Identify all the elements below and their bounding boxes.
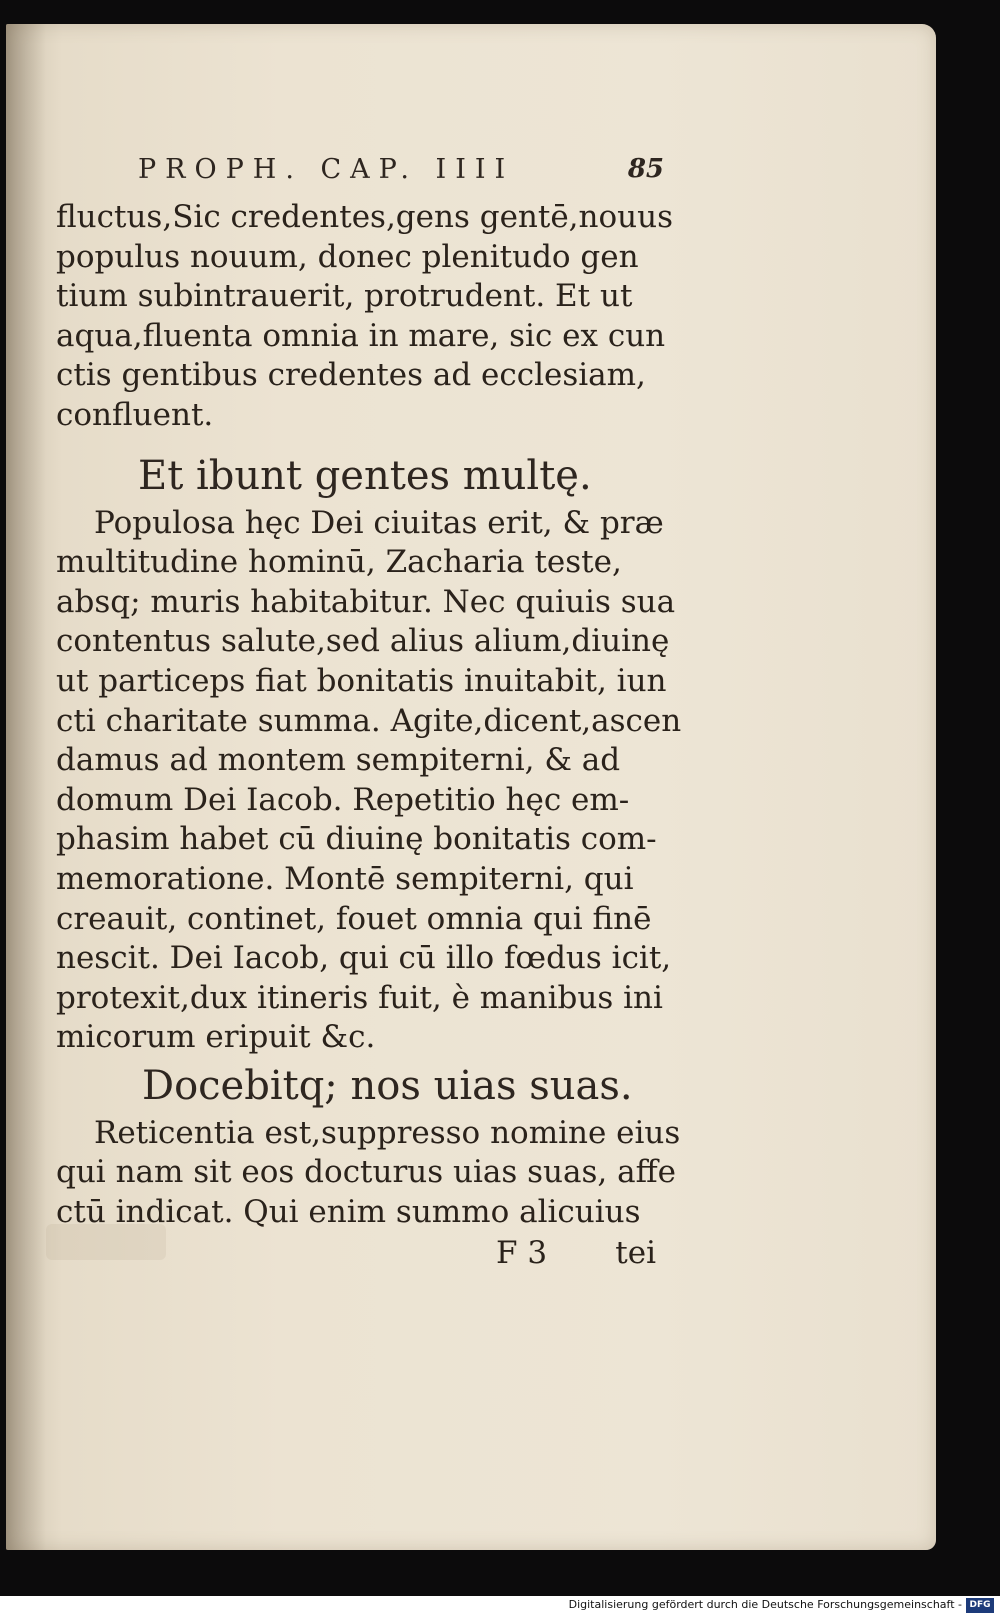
text-line: nescit. Dei Iacob, qui cū illo fœdus icit, bbox=[56, 940, 672, 977]
text-line: domum Dei Iacob. Repetitio hęc em- bbox=[56, 781, 630, 818]
footer-bar bbox=[0, 1596, 1000, 1616]
section-heading-1: Et ibunt gentes multę. bbox=[138, 452, 592, 499]
text-line: ut particeps fiat bonitatis inuitabit, iun bbox=[56, 662, 667, 699]
text-line: aqua,fluenta omnia in mare, sic ex cun bbox=[56, 317, 666, 354]
text-line: micorum eripuit &c. bbox=[56, 1019, 376, 1056]
section-heading-2: Docebitq; nos uias suas. bbox=[142, 1062, 633, 1109]
paragraph-2 bbox=[56, 504, 682, 1058]
funding-credit: Digitalisierung gefördert durch die Deutsche Forschungsgemeinschaft - bbox=[568, 1598, 962, 1611]
text-line: contentus salute,sed alius alium,diuinę bbox=[56, 623, 670, 660]
book-page bbox=[6, 24, 936, 1550]
text-line: Reticentia est,suppresso nomine eius bbox=[94, 1114, 681, 1151]
page-number: 85 bbox=[627, 154, 664, 184]
text-line: absq; muris habitabitur. Nec quiuis sua bbox=[56, 583, 676, 620]
text-line: confluent. bbox=[56, 396, 214, 433]
text-line: creauit, continet, fouet omnia qui finē bbox=[56, 900, 652, 937]
text-block bbox=[56, 142, 682, 1273]
text-line: tium subintrauerit, protrudent. Et ut bbox=[56, 278, 633, 315]
text-line: damus ad montem sempiterni, & ad bbox=[56, 742, 621, 779]
paragraph-3 bbox=[56, 1114, 681, 1233]
text-line: cti charitate summa. Agite,dicent,ascen bbox=[56, 702, 682, 739]
text-line: Populosa hęc Dei ciuitas erit, & præ bbox=[94, 504, 664, 541]
signature-mark: F 3 bbox=[496, 1234, 548, 1271]
text-line: ctū indicat. Qui enim summo alicuius bbox=[56, 1194, 641, 1231]
catch-line bbox=[56, 1233, 656, 1273]
paragraph-1 bbox=[56, 198, 674, 436]
text-line: qui nam sit eos docturus uias suas, affe bbox=[56, 1154, 676, 1191]
text-line: ctis gentibus credentes ad ecclesiam, bbox=[56, 357, 646, 394]
running-head bbox=[56, 142, 664, 198]
dfg-logo: DFG bbox=[966, 1598, 994, 1613]
text-line: memoratione. Montē sempiterni, qui bbox=[56, 860, 634, 897]
text-line: phasim habet cū diuinę bonitatis com- bbox=[56, 821, 657, 858]
text-line: protexit,dux itineris fuit, è manibus ini bbox=[56, 979, 663, 1016]
catchword: tei bbox=[615, 1234, 656, 1271]
spacer bbox=[56, 436, 656, 448]
page-gutter-shadow bbox=[6, 24, 46, 1550]
text-line: multitudine hominū, Zacharia teste, bbox=[56, 544, 622, 581]
text-line: populus nouum, donec plenitudo gen bbox=[56, 238, 639, 275]
text-line: fluctus,Sic credentes,gens gentē,nouus bbox=[56, 199, 674, 235]
running-title: PROPH. CAP. IIII bbox=[138, 154, 515, 185]
